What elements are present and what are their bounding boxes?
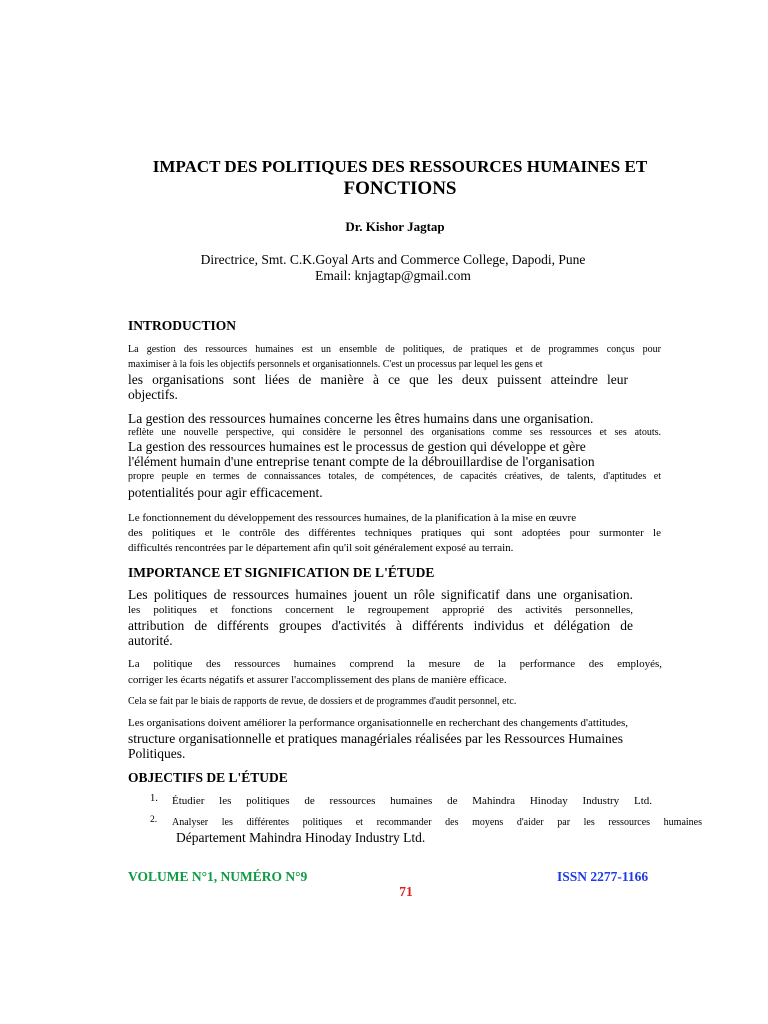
text-line: propre peuple en termes de connaissances totales, de compétences, de capacités créatives, de talents, d'aptitudes et bbox=[128, 471, 661, 482]
text-line: maximiser à la fois les objectifs personnels et organisationnels. C'est un processus par lequel les gens et bbox=[128, 359, 543, 370]
text-line: objectifs. bbox=[128, 387, 178, 402]
text-line: Politiques. bbox=[128, 746, 186, 761]
list-item bbox=[150, 815, 702, 845]
section-heading-introduction: INTRODUCTION bbox=[128, 318, 237, 333]
intro-paragraph-1 bbox=[128, 342, 661, 402]
text-line: les organisations sont liées de manière à ce que les deux puissent atteindre leur bbox=[128, 372, 628, 387]
importance-paragraph-4 bbox=[128, 716, 663, 761]
text-line: reflète une nouvelle perspective, qui considère le personnel des organisations comme ses ressources et ses atouts. bbox=[128, 427, 661, 438]
text-line: structure organisationnelle et pratiques managériales réalisées par les Ressources Humaines bbox=[128, 731, 623, 746]
list-item-number: 2. bbox=[150, 815, 158, 825]
text-line: potentialités pour agir efficacement. bbox=[128, 485, 323, 500]
text-line: corriger les écarts négatifs et assurer l'accomplissement des plans de manière efficace. bbox=[128, 674, 507, 686]
text-line: Le fonctionnement du développement des ressources humaines, de la planification à la mise en œuvre bbox=[128, 512, 577, 524]
text-line: difficultés rencontrées par le département afin qu'il soit généralement exposé au terrain. bbox=[128, 542, 514, 554]
section-heading-importance: IMPORTANCE ET SIGNIFICATION DE L'ÉTUDE bbox=[128, 565, 435, 580]
author-name: Dr. Kishor Jagtap bbox=[345, 219, 445, 234]
text-line: les politiques et fonctions concernent le regroupement approprié des activités personnelles, bbox=[128, 604, 633, 616]
affiliation: Directrice, Smt. C.K.Goyal Arts and Commerce College, Dapodi, Pune bbox=[200, 252, 586, 267]
text-line: des politiques et le contrôle des différentes techniques pratiques qui sont adoptées pour surmonter le bbox=[128, 527, 661, 539]
list-item-number: 1. bbox=[150, 793, 158, 804]
journal-issn: ISSN 2277-1166 bbox=[557, 869, 649, 884]
intro-paragraph-3 bbox=[128, 511, 661, 556]
text-line: attribution de différents groupes d'activités à différents individus et délégation de bbox=[128, 618, 633, 633]
list-item bbox=[150, 793, 652, 809]
author-affiliation-block bbox=[0, 252, 768, 284]
text-line: La gestion des ressources humaines est le processus de gestion qui développe et gère bbox=[128, 439, 586, 454]
text-line: Les politiques de ressources humaines jouent un rôle significatif dans une organisation. bbox=[128, 587, 633, 602]
text-line: Les organisations doivent améliorer la performance organisationnelle en recherchant des changements d'attitudes, bbox=[128, 717, 629, 729]
text-line: La politique des ressources humaines comprend la mesure de la performance des employés, bbox=[128, 658, 662, 670]
page-number: 71 bbox=[399, 884, 413, 899]
paper-title-line-1: IMPACT DES POLITIQUES DES RESSOURCES HUMAINES ET bbox=[152, 157, 648, 176]
importance-paragraph-3: Cela se fait par le biais de rapports de revue, de dossiers et de programmes d'audit personnel, etc. bbox=[128, 696, 517, 707]
text-line: autorité. bbox=[128, 633, 173, 648]
intro-paragraph-2 bbox=[128, 411, 661, 502]
importance-paragraph-2 bbox=[128, 656, 662, 688]
objectives-list bbox=[150, 793, 702, 845]
author-email: Email: knjagtap@gmail.com bbox=[315, 268, 471, 283]
list-item-text: Département Mahindra Hinoday Industry Ltd. bbox=[176, 830, 426, 845]
section-heading-objectifs: OBJECTIFS DE L'ÉTUDE bbox=[128, 770, 288, 785]
journal-volume: VOLUME N°1, NUMÉRO N°9 bbox=[128, 869, 308, 884]
paper-title-line-2: FONCTIONS bbox=[343, 178, 457, 199]
text-line: La gestion des ressources humaines est un ensemble de politiques, de pratiques et de programmes conçus pour bbox=[128, 344, 661, 355]
text-line: l'élément humain d'une entreprise tenant compte de la débrouillardise de l'organisation bbox=[128, 454, 595, 469]
list-item-text: Analyser les différentes politiques et recommander des moyens d'aider par les ressources humaines bbox=[172, 817, 702, 828]
importance-paragraph-1 bbox=[128, 587, 633, 648]
text-line: La gestion des ressources humaines concerne les êtres humains dans une organisation. bbox=[128, 411, 594, 426]
list-item-text: Étudier les politiques de ressources humaines de Mahindra Hinoday Industry Ltd. bbox=[172, 795, 652, 807]
